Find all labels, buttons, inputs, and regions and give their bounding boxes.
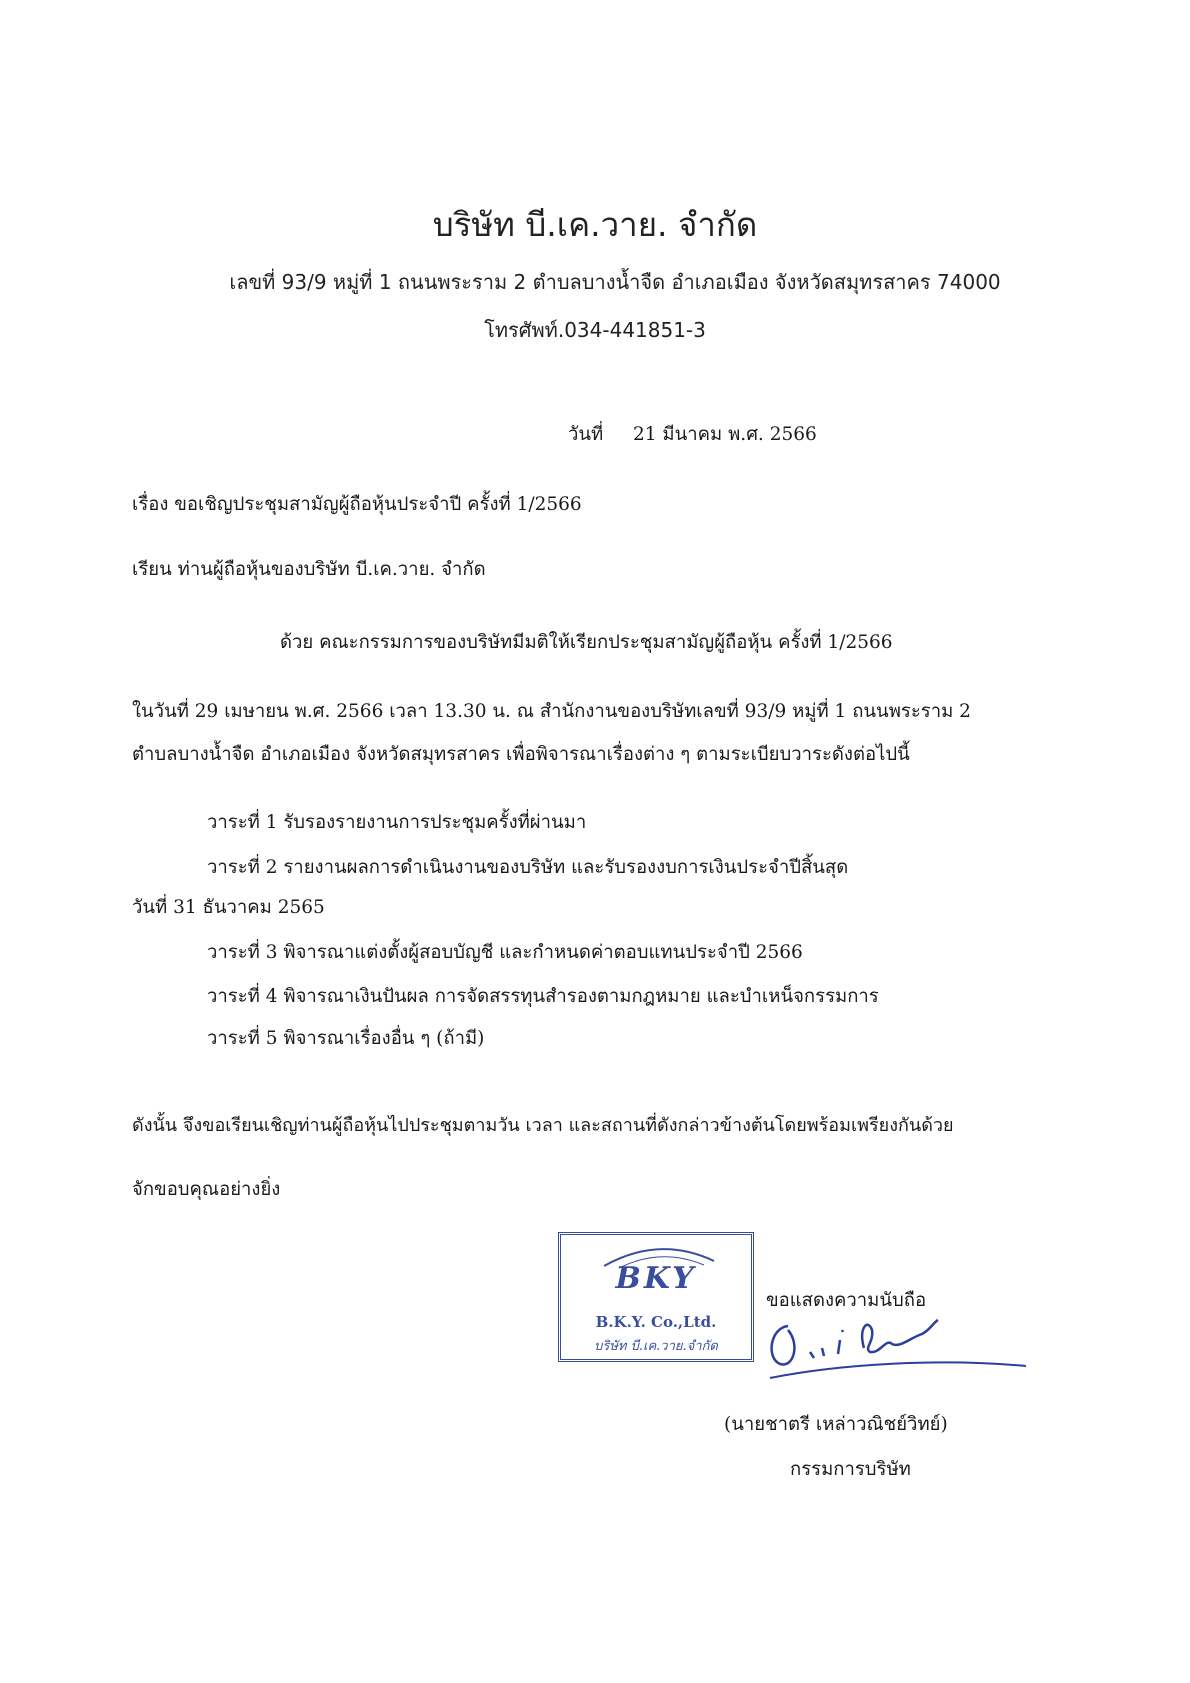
body-paragraph-2-line-1: ในวันที่ 29 เมษายน พ.ศ. 2566 เวลา 13.30 น. ณ สำนักงานของบริษัทเลขที่ 93/9 หมู่ที่ 1 ถนนพระราม 2 — [132, 701, 971, 722]
stamp-logo-text: BKY — [615, 1261, 697, 1296]
signer-title: กรรมการบริษัท — [790, 1459, 911, 1480]
company-phone: โทรศัพท์.034-441851-3 — [484, 318, 706, 342]
agenda-item-2: วาระที่ 2 รายงานผลการดำเนินงานของบริษัท และรับรองงบการเงินประจำปีสิ้นสุด — [207, 857, 849, 878]
signer-name: (นายชาตรี เหล่าวณิชย์วิทย์) — [724, 1414, 948, 1435]
closing-thanks: จักขอบคุณอย่างยิ่ง — [132, 1179, 281, 1200]
company-stamp — [558, 1232, 754, 1362]
subject-line: เรื่อง ขอเชิญประชุมสามัญผู้ถือหุ้นประจำปี ครั้งที่ 1/2566 — [132, 494, 582, 515]
closing-regards: ขอแสดงความนับถือ — [766, 1290, 927, 1311]
agenda-item-2-continued: วันที่ 31 ธันวาคม 2565 — [132, 897, 325, 918]
agenda-item-4: วาระที่ 4 พิจารณาเงินปันผล การจัดสรรทุนสำรองตามกฎหมาย และบำเหน็จกรรมการ — [207, 986, 879, 1007]
agenda-item-3: วาระที่ 3 พิจารณาแต่งตั้งผู้สอบบัญชี และกำหนดค่าตอบแทนประจำปี 2566 — [207, 942, 803, 963]
company-name: บริษัท บี.เค.วาย. จำกัด — [432, 205, 758, 244]
closing-invitation: ดังนั้น จึงขอเรียนเชิญท่านผู้ถือหุ้นไปประชุมตามวัน เวลา และสถานที่ดังกล่าวข้างต้นโดยพร้อมเพรียงกันด้วย — [132, 1115, 954, 1136]
signature-icon — [760, 1308, 1030, 1388]
body-paragraph-2-line-2: ตำบลบางน้ำจืด อำเภอเมือง จังหวัดสมุทรสาคร เพื่อพิจารณาเรื่องต่าง ๆ ตามระเบียบวาระดังต่อไปนี้ — [132, 744, 910, 765]
company-address: เลขที่ 93/9 หมู่ที่ 1 ถนนพระราม 2 ตำบลบางน้ำจืด อำเภอเมือง จังหวัดสมุทรสาคร 74000 — [229, 270, 1001, 294]
body-paragraph-1: ด้วย คณะกรรมการของบริษัทมีมติให้เรียกประชุมสามัญผู้ถือหุ้น ครั้งที่ 1/2566 — [280, 632, 893, 653]
date-value: 21 มีนาคม พ.ศ. 2566 — [633, 424, 817, 445]
date-label: วันที่ — [568, 424, 604, 445]
agenda-item-1: วาระที่ 1 รับรองรายงานการประชุมครั้งที่ผ่านมา — [207, 812, 587, 833]
date-line — [568, 420, 817, 449]
agenda-item-5: วาระที่ 5 พิจารณาเรื่องอื่น ๆ (ถ้ามี) — [207, 1028, 485, 1049]
stamp-company-en: B.K.Y. Co.,Ltd. — [595, 1313, 717, 1331]
recipient-line: เรียน ท่านผู้ถือหุ้นของบริษัท บี.เค.วาย. จำกัด — [132, 559, 486, 580]
stamp-company-th: บริษัท บี.เค.วาย.จำกัด — [594, 1339, 718, 1354]
